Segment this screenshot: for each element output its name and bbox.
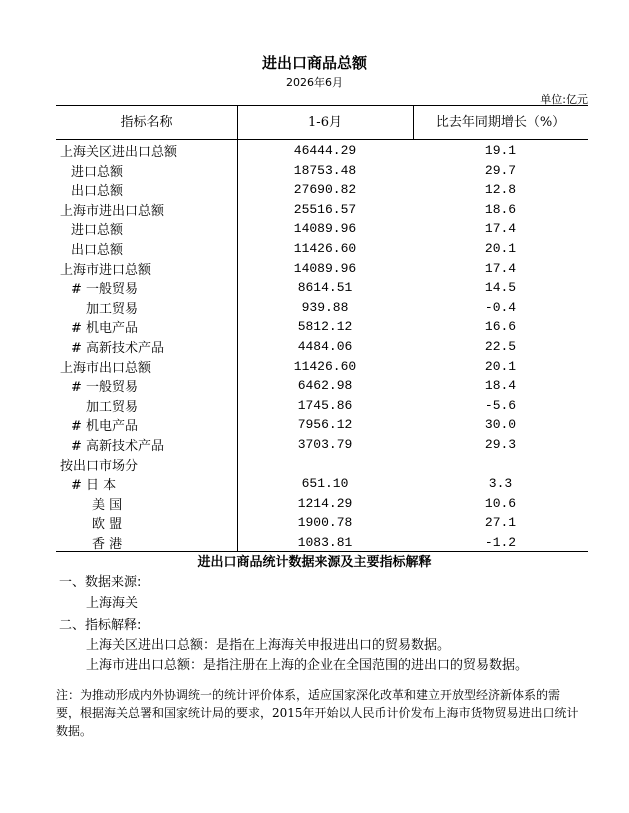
row-period-value: 1745.86 [297,397,353,413]
row-indicator-name: # 一般贸易 [71,380,139,396]
row-growth-value: -5.6 [484,397,517,413]
row-indicator-name: 上海市进出口总额 [60,203,165,219]
row-period-value: 27690.82 [293,182,357,198]
row-period-value: 14089.96 [293,221,357,237]
row-growth-value: 17.4 [484,221,517,237]
definition-customs-district: 上海关区进出口总额：是指在上海海关申报进出口的贸易数据。 [86,638,451,653]
row-growth-value: 3.3 [488,476,513,492]
row-period-value: 939.88 [301,299,349,315]
row-growth-value: 14.5 [484,280,517,296]
column-header-growth: 比去年同期增长（%） [435,115,566,130]
row-period-value: 1900.78 [297,515,353,531]
row-indicator-name: 上海市出口总额 [60,360,152,376]
table-row [56,298,588,318]
row-growth-value: 17.4 [484,260,517,276]
row-indicator-name: 加工贸易 [86,301,139,317]
row-period-value: 14089.96 [293,260,357,276]
row-growth-value: 10.6 [484,495,517,511]
row-indicator-name: # 高新技术产品 [71,341,165,356]
table-row [56,494,588,514]
row-growth-value: 29.7 [484,162,517,178]
row-growth-value: 27.1 [484,515,517,531]
row-growth-value: 18.4 [484,378,517,394]
table-row [56,396,588,416]
footnote: 注：为推动形成内外协调统一的统计评价体系，适应国家深化改革和建立开放型经济新体系的需要，根据海关总署和国家统计局的要求，2015年开始以人民币计价发布上海市货物贸易进出口统计数据。 [56,688,579,738]
row-period-value: 46444.29 [293,143,357,158]
row-indicator-name: 进口总额 [71,164,124,180]
table-header-rule [56,139,588,140]
source-value: 上海海关 [86,596,139,611]
table-row [56,219,588,239]
row-period-value: 7956.12 [297,417,353,433]
row-indicator-name: 美 国 [92,497,123,513]
table-row [56,357,588,377]
row-indicator-name: # 高新技术产品 [71,439,165,454]
table-row [56,376,588,396]
row-indicator-name: 香 港 [92,537,123,552]
row-indicator-name: 进口总额 [71,223,124,239]
table-row [56,474,588,494]
row-growth-value: 30.0 [484,417,517,433]
row-indicator-name: # 日 本 [71,478,117,494]
page-title: 进出口商品总额 [261,54,367,72]
table-row [56,180,588,200]
row-period-value: 651.10 [301,476,349,492]
row-period-value: 1083.81 [297,535,353,550]
table-row [56,278,588,298]
row-growth-value: 18.6 [484,201,517,217]
row-growth-value: -0.4 [484,299,517,315]
row-period-value: 1214.29 [297,495,353,511]
row-period-value: 25516.57 [293,201,357,217]
table-row [56,533,588,553]
table-row [56,200,588,220]
row-growth-value: 19.1 [484,143,517,158]
row-indicator-name: 加工贸易 [86,399,139,415]
row-indicator-name: 出口总额 [71,243,124,258]
table-row [56,415,588,435]
row-indicator-name: # 一般贸易 [71,282,139,298]
row-period-value: 4484.06 [297,339,353,354]
row-indicator-name: # 机电产品 [71,419,139,435]
definitions-heading: 二、指标解释: [59,618,142,633]
table-row [56,513,588,533]
unit-label: 单位:亿元 [540,93,588,106]
table-row [56,161,588,181]
row-growth-value: 12.8 [484,182,517,198]
explanation-title: 进出口商品统计数据来源及主要指标解释 [197,555,432,570]
row-indicator-name: 上海市进口总额 [60,262,152,278]
table-row [56,141,588,161]
row-period-value: 5812.12 [297,319,353,335]
row-period-value: 8614.51 [297,280,353,296]
table-row [56,239,588,259]
row-indicator-name: 欧 盟 [92,517,123,533]
row-indicator-name: 按出口市场分 [60,458,139,474]
column-header-period: 1-6月 [308,115,342,130]
table-row [56,259,588,279]
row-growth-value: 16.6 [484,319,517,335]
table-row [56,455,588,475]
table-row [56,317,588,337]
row-period-value: 3703.79 [297,437,353,452]
row-indicator-name: 上海关区进出口总额 [60,145,178,160]
row-period-value: 11426.60 [293,241,357,256]
row-period-value: 18753.48 [293,162,357,178]
row-growth-value: 29.3 [484,437,517,452]
row-period-value: 11426.60 [293,358,357,374]
report-date: 2026年6月 [286,76,343,89]
table-row [56,435,588,455]
definition-shanghai-total: 上海市进出口总额：是指注册在上海的企业在全国范围的进出口的贸易数据。 [86,658,529,673]
row-growth-value: 20.1 [484,358,517,374]
column-header-indicator: 指标名称 [120,115,173,130]
source-heading: 一、数据来源: [59,575,142,590]
row-indicator-name: 出口总额 [71,184,124,200]
row-growth-value: 20.1 [484,241,517,256]
row-period-value: 6462.98 [297,378,353,394]
table-row [56,337,588,357]
row-growth-value: 22.5 [484,339,517,354]
row-indicator-name: # 机电产品 [71,321,139,337]
row-growth-value: -1.2 [484,535,517,550]
